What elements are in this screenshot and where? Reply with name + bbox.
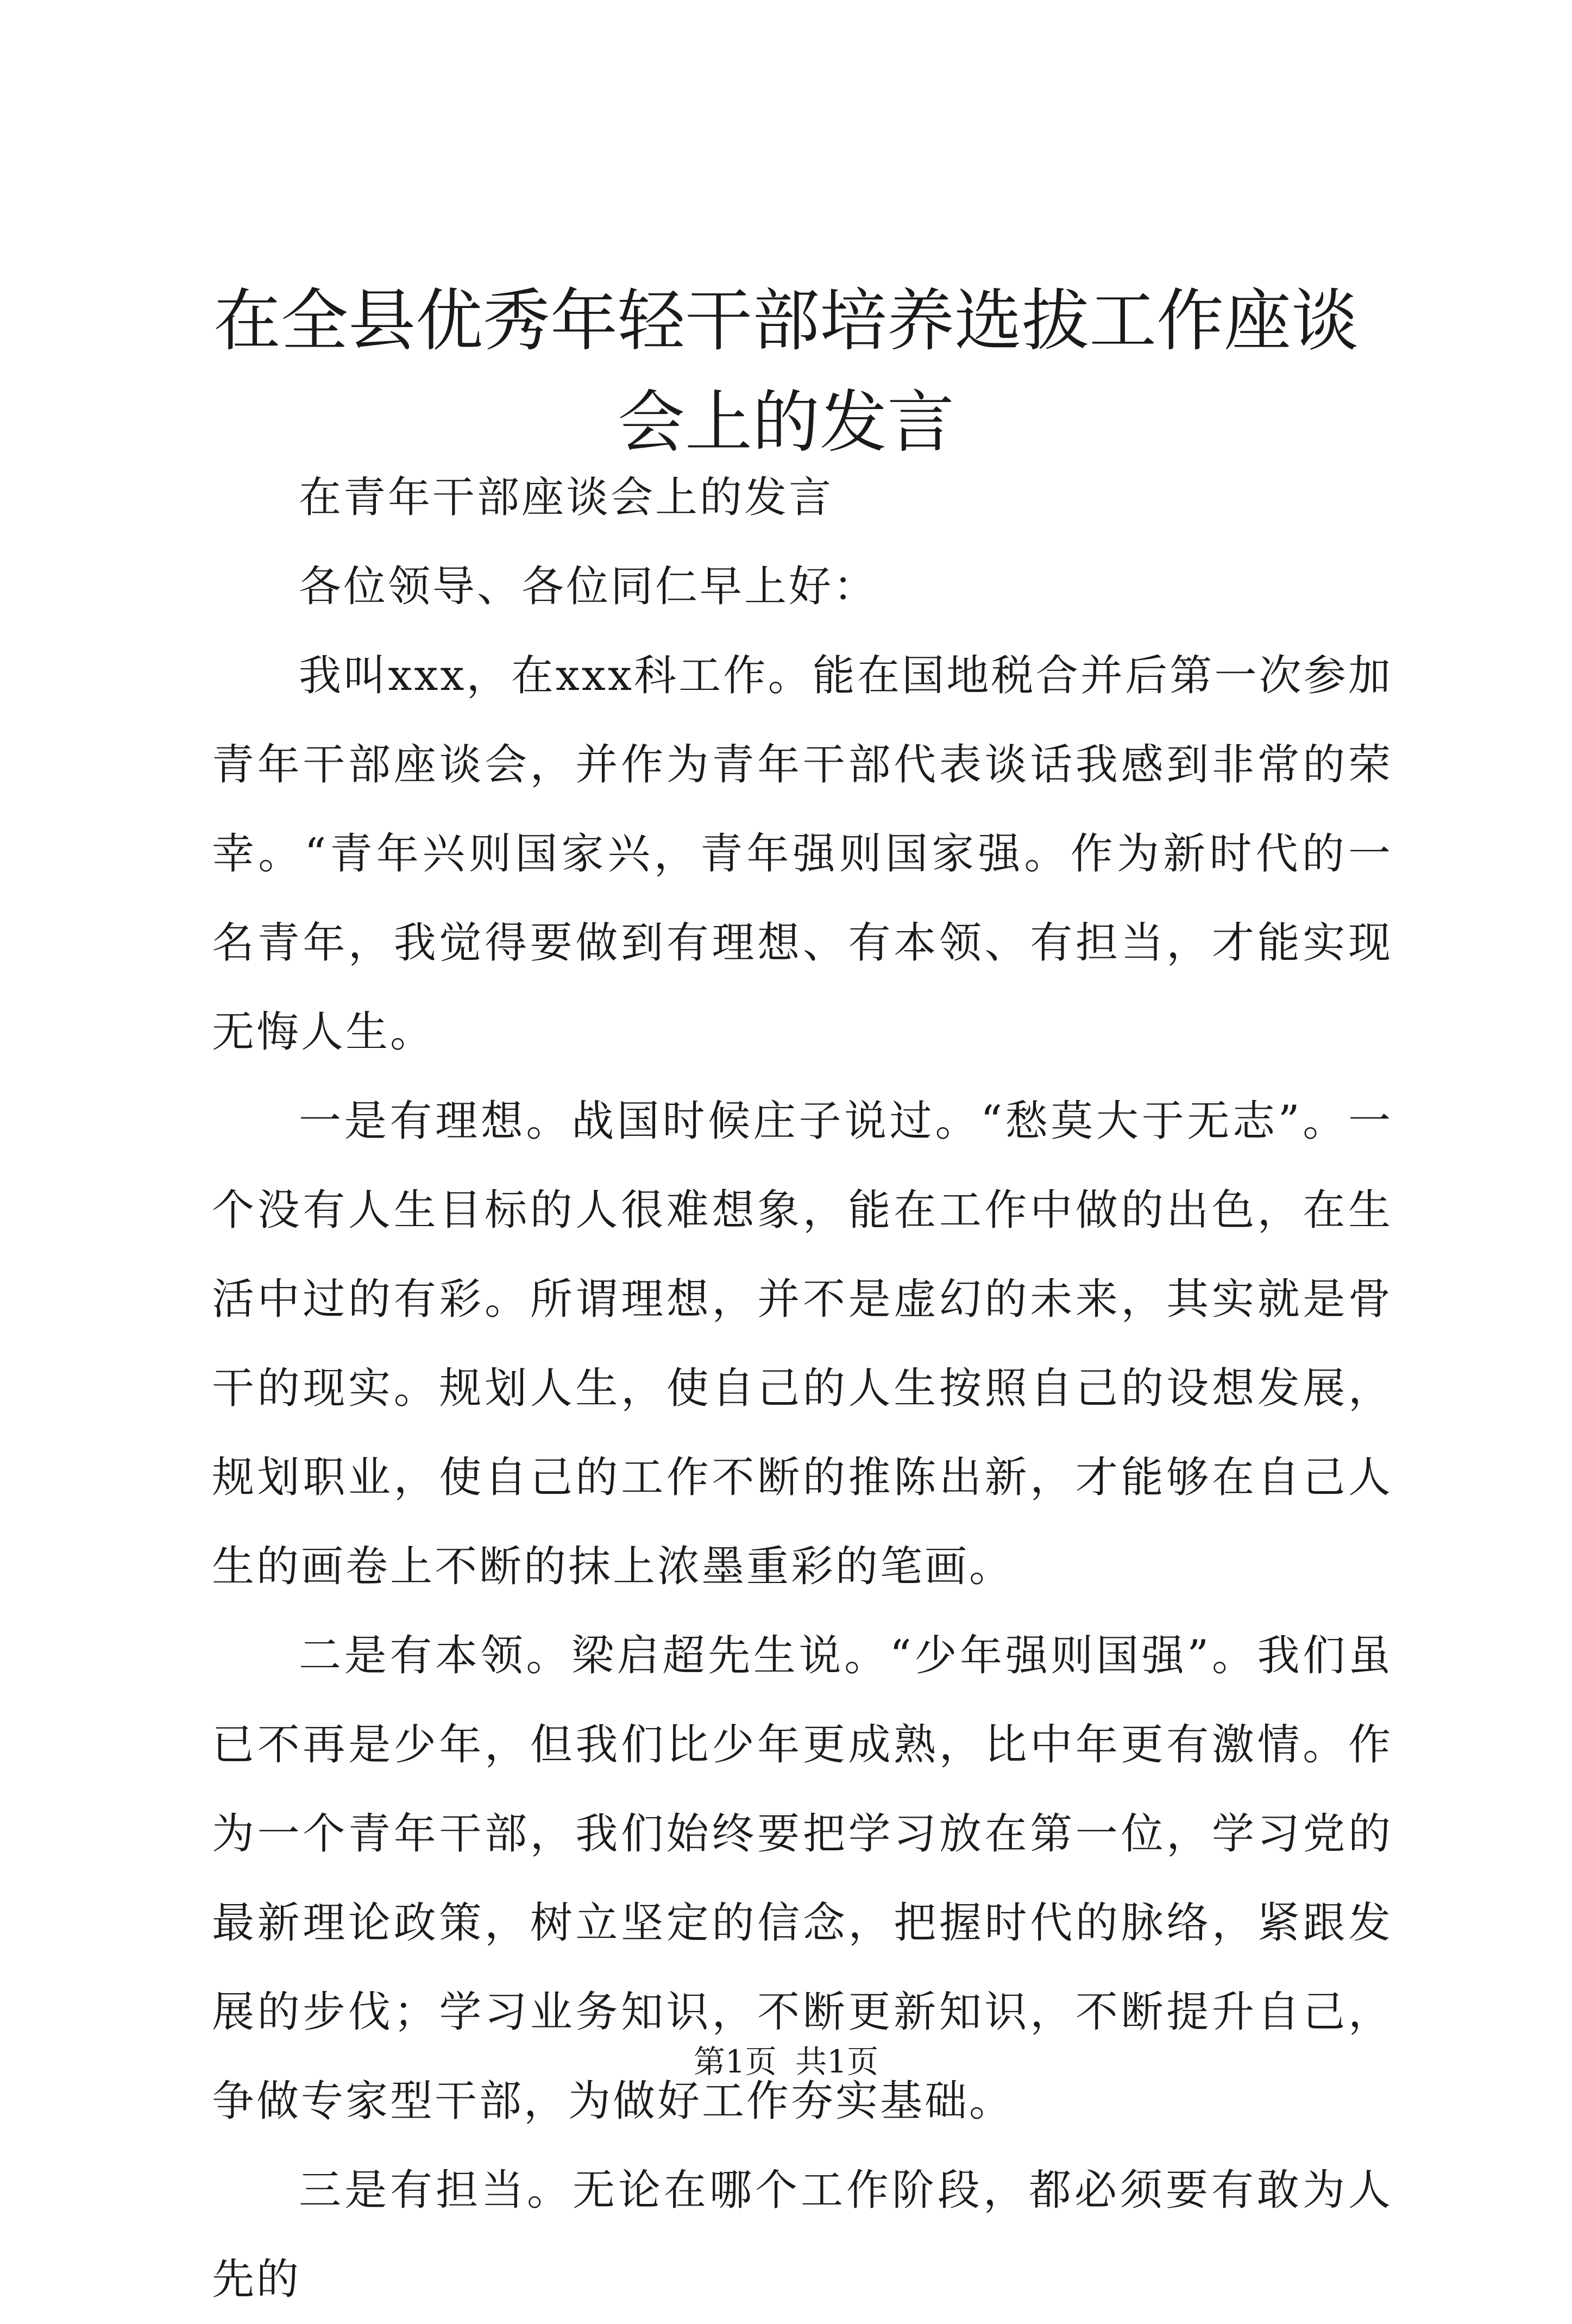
responsibility-paragraph: 三是有担当。无论在哪个工作阶段，都必须要有敢为人先的 bbox=[212, 2166, 1393, 2304]
intro-paragraph: 我叫xxx，在xxx科工作。能在国地税合并后第一次参加青年干部座谈会，并作为青年干部代表谈话我感到非常的荣幸。“青年兴则国家兴，青年强则国家强。作为新时代的一名青年，我觉得要做到有理想、有本领、有担当，才能实现无悔人生。 bbox=[212, 651, 1393, 1057]
ability-paragraph: 二是有本领。梁启超先生说。“少年强则国强”。我们虽已不再是少年，但我们比少年更成熟，比中年更有激情。作为一个青年干部，我们始终要把学习放在第一位，学习党的最新理论政策，树立坚定的信念，把握时代的脉络，紧跟发展的步伐；学习业务知识，不断更新知识，不断提升自己，争做专家型干部，为做好工作夯实基础。 bbox=[212, 1631, 1393, 2126]
subtitle-paragraph: 在青年干部座谈会上的发言 bbox=[299, 473, 834, 522]
document-title: 在全县优秀年轻干部培养选拔工作座谈会上的发言 bbox=[213, 282, 1359, 462]
ideal-paragraph: 一是有理想。战国时候庄子说过。“愁莫大于无志”。一个没有人生目标的人很难想象，能在工作中做的出色，在生活中过的有彩。所谓理想，并不是虚幻的未来，其实就是骨干的现实。规划人生，使自己的人生按照自己的设想发展，规划职业，使自己的工作不断的推陈出新，才能够在自己人生的画卷上不断的抹上浓墨重彩的笔画。 bbox=[212, 1097, 1393, 1591]
greeting-paragraph: 各位领导、各位同仁早上好： bbox=[299, 562, 878, 611]
page-number-footer: 第1页 共1页 bbox=[693, 2043, 879, 2080]
